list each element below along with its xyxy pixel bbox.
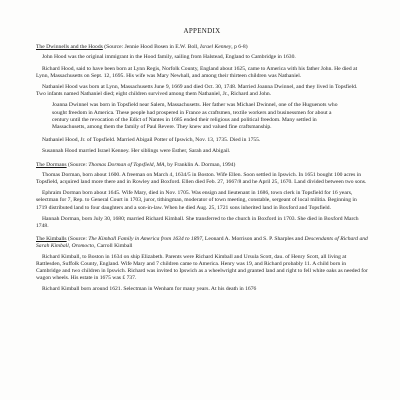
section-name: The Dwinnells and the Hoods: [36, 44, 103, 51]
section-source: (Source:: [68, 236, 89, 243]
section-name: The Dormans: [36, 161, 67, 168]
section-dormans: [36, 162, 368, 231]
section-source-end: , Carroll Kimball: [94, 243, 133, 250]
page-title: APPENDIX: [183, 27, 221, 35]
paragraph: Richard Kimball, to Boston in 1634 on ship Elizabeth. Parents were Richard Kimball and Ursula Scott, dau. of Henry Scott, all living at Rattlesden, Suffolk County, England. Wife Mary and 7 children came to America. Henry was 19, and Richard probably 11. A child born in Cambridge and two children in Ipswich. Richard was invited to Ipswich as a wheelwright and granted land and right to fell white oaks as needed for wagon wheels. His estate in 1675 was £ 737.: [36, 253, 368, 282]
section-source: (Source:: [68, 161, 89, 168]
paragraph: Nathaniel Hood, Jr. of Topsfield. Married Abigail Potter of Ipswich, Nov. 13, 1735. Died in 1755.: [42, 137, 261, 144]
section-source-title-2: Descendants of Richard and Sarah Kimball, Oromocto: [36, 236, 368, 250]
section-source-end: , by Franklin A. Dorman, 1994): [164, 161, 236, 168]
section-source: (Source: Jennie Hood Bosen in E.W. Boll,: [104, 44, 201, 51]
section-heading: [36, 162, 368, 169]
section-source-title: Thomas Dorman of Topsfield, MA: [88, 161, 165, 168]
paragraph: John Hood was the original immigrant in the Hood family, sailing from Halstead, England to Cambridge in 1630.: [42, 54, 296, 61]
section-name: The Kimballs: [36, 236, 67, 243]
paragraph: Thomas Dorman, born about 1600. A freeman on March 4, 1634/5 in Boston. Wife Ellen. Soon settled in Ipswich. In 1651 bought 100 acres in Topsfield, acquired land more there and in Rowley and Boxford. Ellen died Feb. 27, 1667/8 and he April 25, 1670. Land divided between two sons.: [36, 171, 367, 186]
paragraph: Susannah Hood married Israel Kenney. Her siblings were Esther, Sarah and Abigail.: [42, 148, 231, 155]
section-heading: [36, 236, 368, 250]
document-body: [36, 28, 368, 300]
section-dwinnells-hoods: [36, 44, 368, 155]
paragraph: Nathaniel Hood was born at Lynn, Massachusetts June 9, 1669 and died Oct. 30, 1748. Married Joanna Dwinnel, and they lived in Topsfield. Two infants named Nathaniel died; eight children survived among them Nathaniel, Jr., Richard and John.: [36, 84, 358, 98]
section-source-title: Israel Kenney: [200, 44, 232, 51]
paragraph: Richard Kimball born around 1621. Selectman in Wenham for many years. At his death in 1676: [42, 286, 257, 293]
section-source-middle: , Leonard A. Morrison and S. P. Sharples and: [202, 236, 305, 243]
section-source-end: , p 6-8): [231, 44, 248, 51]
paragraph: Richard Hood, said to have been born at Lynn Regis, Norfolk County, England about 1625, came to America with his father John. He died at Lynn, Massachusetts on Sept. 12, 1695. His wife was Mary Newhall, and among their thirteen children was Nathaniel.: [36, 65, 358, 79]
section-source-title: The Kimball Family in America from 1634 to 1897: [88, 236, 203, 243]
block-quote: Joanna Dwinnel was born in Topsfield near Salem, Massachusetts. Her father was Michael Dwinnel, one of the Huguenots who sought freedom in America. These people had prospered in France as craftsmen, textile workers and businessmen for about a century until the revocation of the Edict of Nantes in 1685 ended their religious and political freedom. Many settled in Massachusetts, among them the family of Paul Revere. They knew and valued fine craftsmanship.: [52, 102, 338, 131]
paragraph: Hannah Dorman, born July 30, 1680; married Richard Kimball. She transferred to the church in Boxford in 1703. She died in Boxford March 1748.: [36, 215, 359, 230]
paragraph: Ephraim Dorman born about 1645. Wife Mary, died in Nov. 1705. Was ensign and lieutenant in 1686, town clerk in Topsfield for 16 years, selectman for 7, Rep. to General Court in 1703, juror, tithingman, moderator of town meeting, constable, sergeant of local militia. Beginning in 1719 distributed land to four daughters and a son-in-law. When he died Aug. 25, 1721 sons inherited land in Boxford and Topsfield.: [36, 190, 357, 211]
section-kimballs: [36, 236, 368, 293]
section-heading: [36, 44, 368, 51]
